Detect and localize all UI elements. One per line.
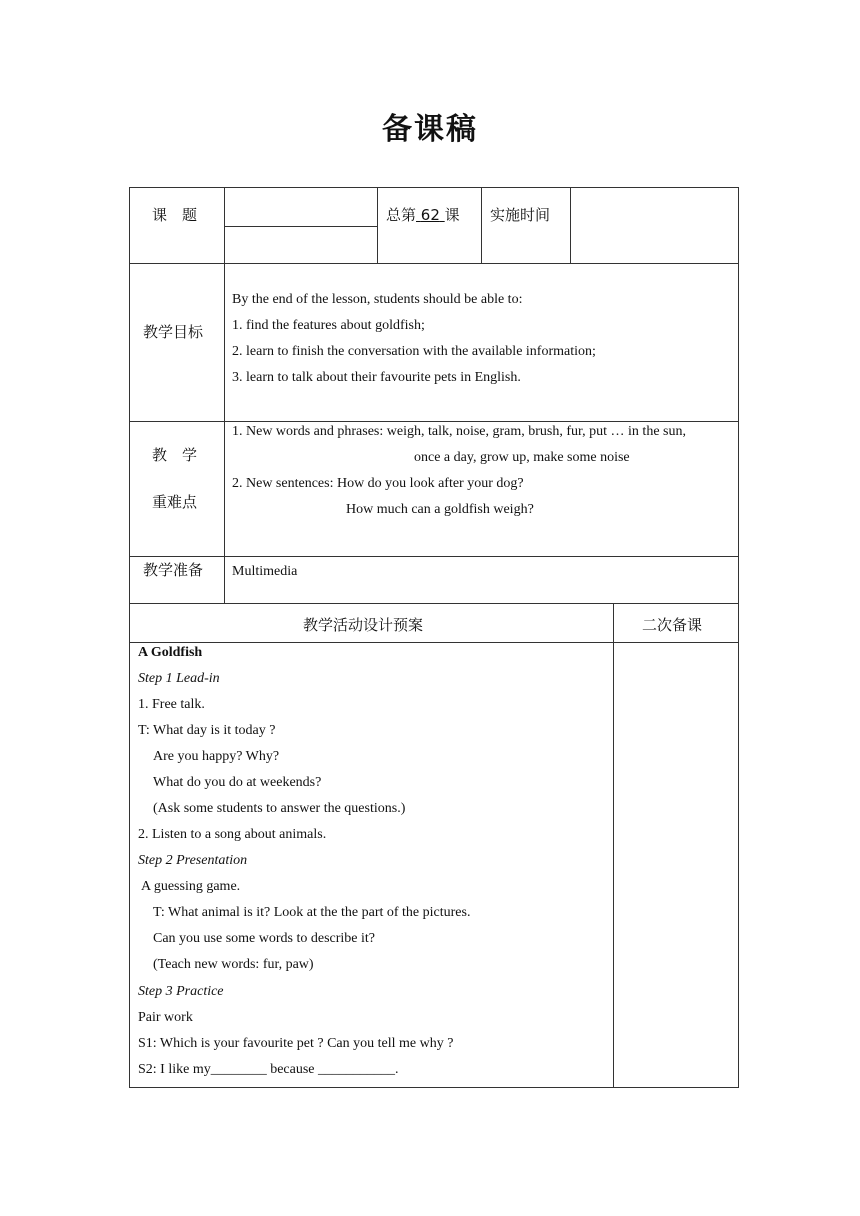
plan-line: S1: Which is your favourite pet ? Can you tell me why ? (138, 1036, 454, 1051)
step-heading: Step 1 Lead-in (138, 671, 220, 686)
key-point-line: How much can a goldfish weigh? (346, 502, 534, 517)
plan-line: Are you happy? Why? (153, 749, 280, 764)
preparation-value: Multimedia (232, 564, 298, 579)
plan-line: (Teach new words: fur, paw) (153, 957, 314, 972)
second-prep-column-divider (613, 603, 614, 1088)
section-heading: A Goldfish (138, 645, 203, 660)
row-divider (129, 263, 739, 264)
time-label: 实施时间 (490, 206, 551, 224)
column-divider (377, 187, 378, 263)
row-divider (129, 642, 739, 643)
plan-line: S2: I like my________ because ___________. (138, 1062, 399, 1077)
row-divider (129, 603, 739, 604)
plan-line: 1. Free talk. (138, 697, 205, 712)
key-point-line: once a day, grow up, make some noise (414, 450, 630, 465)
second-preparation-header: 二次备课 (642, 616, 703, 634)
objectives-label: 教学目标 (143, 323, 204, 341)
topic-label: 课 题 (152, 206, 198, 224)
column-divider (481, 187, 482, 263)
label-column-divider (224, 187, 225, 603)
objective-line: 1. find the features about goldfish; (232, 318, 425, 333)
objective-line: 3. learn to talk about their favourite pets in English. (232, 370, 521, 385)
key-point-line: 1. New words and phrases: weigh, talk, noise, gram, brush, fur, put … in the sun, (232, 424, 686, 439)
lesson-prefix: 总第 (386, 206, 417, 224)
step-heading: Step 2 Presentation (138, 853, 248, 868)
plan-line: What do you do at weekends? (153, 775, 322, 790)
plan-line: 2. Listen to a song about animals. (138, 827, 327, 842)
row-divider (129, 556, 739, 557)
plan-line: Pair work (138, 1010, 193, 1025)
topic-cell-divider (224, 226, 377, 227)
key-point-line: 2. New sentences: How do you look after your dog? (232, 476, 524, 491)
step-heading: Step 3 Practice (138, 984, 224, 999)
plan-line: T: What animal is it? Look at the the part of the pictures. (153, 905, 471, 920)
preparation-label: 教学准备 (143, 561, 204, 579)
lesson-count (386, 204, 460, 225)
lesson-suffix: 课 (444, 206, 460, 224)
activity-design-header: 教学活动设计预案 (303, 616, 424, 634)
plan-line: (Ask some students to answer the questions.) (153, 801, 406, 816)
column-divider (570, 187, 571, 263)
key-points-label-line1: 教 学 (152, 446, 198, 464)
plan-line: T: What day is it today ? (138, 723, 276, 738)
key-points-label-line2: 重难点 (152, 493, 198, 511)
plan-line: Can you use some words to describe it? (153, 931, 376, 946)
plan-line: A guessing game. (141, 879, 241, 894)
lesson-number: 62 (420, 206, 440, 224)
page-title: 备课稿 (382, 112, 478, 147)
objective-line: 2. learn to finish the conversation with the available information; (232, 344, 596, 359)
objective-line: By the end of the lesson, students should be able to: (232, 292, 523, 307)
